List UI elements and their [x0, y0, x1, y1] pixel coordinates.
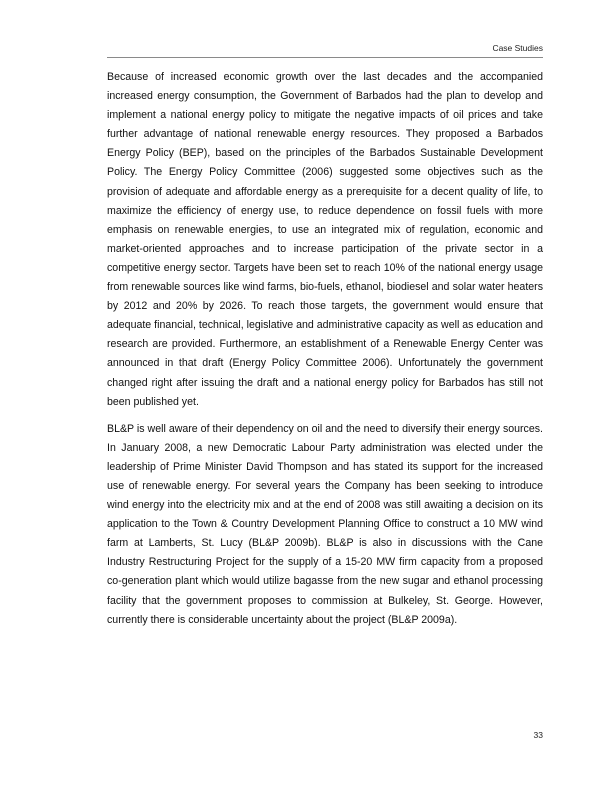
running-header-title: Case Studies [492, 43, 543, 53]
body-text [107, 68, 543, 638]
paragraph-blp-diversification: BL&P is well aware of their dependency on oil and the need to diversify their energy sources. In January 2008, a new Democratic Labour Party administration was elected under the leadership of Prime Minister David Thompson and has stated its support for the increased use of renewable energy. For several years the Company has been seeking to introduce wind energy into the electricity mix and at the end of 2008 was still awaiting a decision on its application to the Town & Country Development Planning Office to construct a 10 MW wind farm at Lamberts, St. Lucy (BL&P 2009b). BL&P is also in discussions with the Cane Industry Restructuring Project for the supply of a 15-20 MW firm capacity from a proposed co-generation plant which would utilize bagasse from the new sugar and ethanol processing facility that the government proposes to commission at Bulkeley, St. George. However, currently there is considerable uncertainty about the project (BL&P 2009a). [107, 422, 543, 626]
page-number: 33 [533, 730, 543, 740]
running-header [107, 43, 543, 58]
paragraph-energy-policy: Because of increased economic growth over the last decades and the accompanied increased energy consumption, the Government of Barbados had the plan to develop and implement a national energy policy to mitigate the negative impacts of oil prices and take further advantage of national renewable energy resources. They proposed a Barbados Energy Policy (BEP), based on the principles of the Barbados Sustainable Development Policy. The Energy Policy Committee (2006) suggested some objectives such as the provision of adequate and affordable energy as a prerequisite for a decent quality of life, to maximize the efficiency of energy use, to reduce dependence on fossil fuels with more emphasis on renewable energies, to use an integrated mix of regulation, economic and market-oriented approaches and to increase participation of the private sector in a competitive energy sector. Targets have been set to reach 10% of the national energy usage from renewable sources like wind farms, bio-fuels, ethanol, biodiesel and solar water heaters by 2012 and 20% by 2026. To reach those targets, the government would ensure that adequate financial, technical, legislative and administrative capacity as well as education and research are provided. Furthermore, an establishment of a Renewable Energy Center was announced in that draft (Energy Policy Committee 2006). Unfortunately the government changed right after issuing the draft and a national energy policy for Barbados has still not been published yet. [107, 71, 543, 408]
